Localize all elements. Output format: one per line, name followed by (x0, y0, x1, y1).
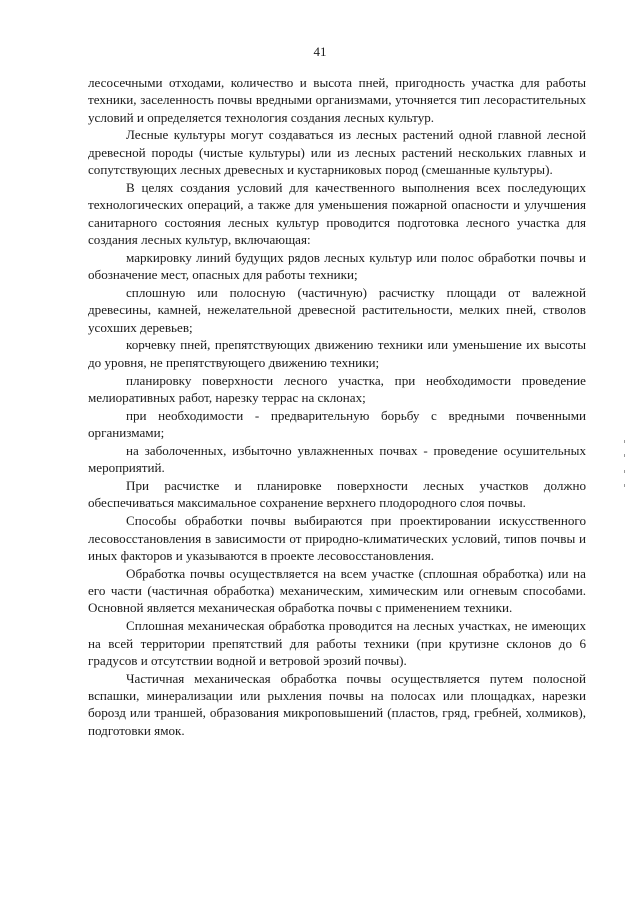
list-item: при необходимости - предварительную борьбу с вредными почвенными организмами; (88, 407, 586, 441)
list-item: корчевку пней, препятствующих движению техники или уменьшение их высоты до уровня, не препятствующего движению техники; (88, 337, 586, 370)
paragraph: В целях создания условий для качественного выполнения всех последующих технологических операций, а также для уменьшения пожарной опасности и улучшения санитарного состояния лесных культур проводится подготовка лесного участка для создания лесных культур, включающая: (88, 179, 586, 247)
paragraph: Лесные культуры могут создаваться из лесных растений одной главной лесной древесной породы (чистые культуры) или из лесных растений нескольких главных и сопутствующих лесных древесных и кустарниковых пород (смешанные культуры). (88, 127, 586, 178)
paragraph: Частичная механическая обработка почвы осуществляется путем полосной вспашки, минерализации или рыхления почвы на полосах или площадках, нарезки борозд или траншей, образования микроповышений (пластов, гряд, гребней, холмиков), подготовки ямок. (88, 670, 586, 738)
list-item: маркировку линий будущих рядов лесных культур или полос обработки почвы и обозначение мест, опасных для работы техники; (88, 249, 586, 283)
paragraph: При расчистке и планировке поверхности лесных участков должно обеспечиваться максимальное сохранение верхнего плодородного слоя почвы. (88, 478, 586, 511)
paragraph: Обработка почвы осуществляется на всем участке (сплошная обработка) или на его части (частичная обработка) механическим, химическим или огневым способами. Основной является механическая обработка почвы с применением техники. (88, 565, 586, 616)
scan-margin-mark (624, 440, 626, 492)
list-item: на заболоченных, избыточно увлажненных почвах - проведение осушительных мероприятий. (88, 442, 586, 476)
document-body (88, 74, 586, 739)
paragraph: лесосечными отходами, количество и высота пней, пригодность участка для работы техники, заселенность почвы вредными организмами, уточняется тип лесорастительных условий и определяется технология создания лесных культур. (88, 75, 586, 125)
paragraph: Способы обработки почвы выбираются при проектировании искусственного лесовосстановления в зависимости от природно-климатических условий, типов почвы и иных факторов и указываются в проекте лесовосстановления. (88, 513, 586, 563)
page-number: 41 (313, 44, 327, 59)
list-item: сплошную или полосную (частичную) расчистку площади от валежной древесины, камней, нежелательной древесной растительности, мелких пней, стволов усохших деревьев; (88, 284, 586, 335)
list-item: планировку поверхности лесного участка, при необходимости проведение мелиоративных работ, нарезку террас на склонах; (88, 372, 586, 405)
paragraph: Сплошная механическая обработка проводится на лесных участках, не имеющих на всей территории препятствий для работы техники (при крутизне склонов до 6 градусов и отсутствии водной и ветровой эрозий почвы). (88, 618, 586, 668)
